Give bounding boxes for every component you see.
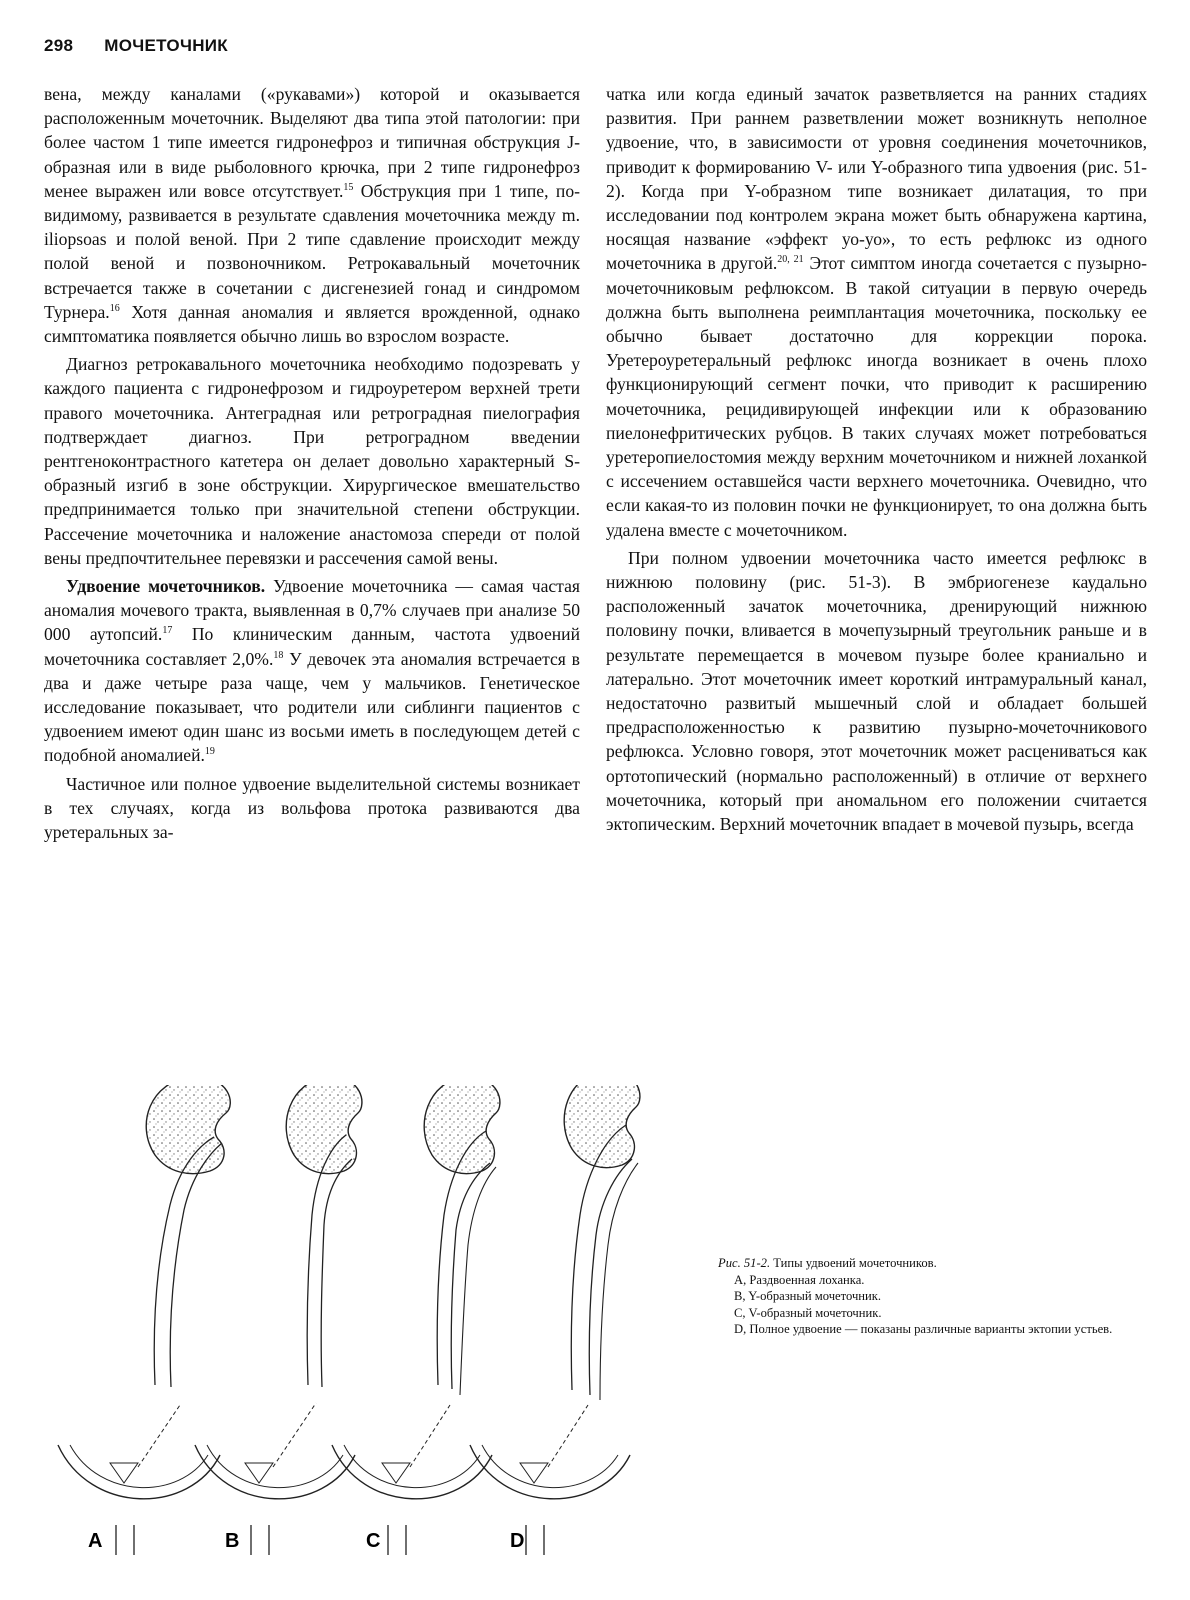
running-head bbox=[44, 36, 228, 56]
right-column bbox=[606, 82, 1147, 836]
reference-mark: 18 bbox=[273, 649, 284, 661]
text-run: Удвоение мочеточника — самая частая аномалия мочевого тракта, выявленная в 0,7% случаев при анализе 50 000 аутопсий. bbox=[44, 576, 580, 645]
reference-mark: 17 bbox=[162, 625, 173, 637]
caption-item: C, V-образный мочеточник. bbox=[734, 1305, 882, 1320]
paragraph bbox=[44, 82, 580, 348]
panel-label-d: D bbox=[510, 1530, 525, 1552]
paragraph: Диагноз ретрокавального мочеточника необходимо подозревать у каждого пациента с гидронефрозом и гидроуретером верхней трети правого мочеточника. Антеградная или ретроградная пиелография подтверждает диагноз. При ретроградном введении рентгеноконтрастного катетера он делает довольно характерный S-образный изгиб в зоне обструкции. Хирургическое вмешательство предпринимается только при значительной степени обструкции. Рассечение мочеточника и наложение анастомоза спереди от полой вены предпочтительнее перевязки и рассечения самой вены. bbox=[44, 354, 580, 568]
reference-mark: 15 bbox=[343, 181, 354, 193]
text-run: Хотя данная аномалия и является врожденной, однако симптоматика появляется обычно лишь во взрослом возрасте. bbox=[44, 301, 580, 347]
text-run: чатка или когда единый зачаток разветвляется на ранних стадиях развития. При раннем разветвлении может возникнуть неполное удвоение, что, в зависимости от уровня соединения мочеточников, приводит к формированию V- или Y-образного типа удвоения (рис. 51-2). Когда при Y-образном типе возникает дилатация, то при исследовании под контролем экрана может быть обнаружена картина, носящая название «эффект уо-уо», то есть рефлюкс из одного мочеточника в другой. bbox=[606, 84, 1147, 274]
caption-title bbox=[718, 1255, 1138, 1272]
paragraph bbox=[606, 82, 1147, 542]
paragraph: Частичное или полное удвоение выделительной системы возникает в тех случаях, когда из вольфова протока развиваются два уретеральных за- bbox=[44, 773, 580, 843]
run-in-heading: Удвоение мочеточников. bbox=[66, 576, 266, 597]
text-run: Обструкция при 1 типе, по-видимому, развивается в результате сдавления мочеточника между m. iliopsoas и полой веной. При 2 типе сдавление происходит между полой веной и позвоночником. Ретрокавальный мочеточник встречается также в сочетании с дисгенезией гонад и синдромом Турнера. bbox=[44, 180, 581, 322]
reference-mark: 19 bbox=[204, 746, 215, 758]
figure-illustration bbox=[40, 1085, 690, 1555]
panel-label-b: B bbox=[225, 1530, 240, 1552]
figure-caption bbox=[718, 1255, 1138, 1338]
text-run: вена, между каналами («рукавами») которой и оказывается расположенным мочеточник. Выделяют два типа этой патологии: при более частом 1 типе имеется гидронефроз и типичная обструкция J-образная или в виде рыболовного крючка, при 2 типе гидронефроз менее выражен или вовсе отсутствует. bbox=[44, 84, 580, 201]
caption-text: Типы удвоений мочеточников. bbox=[770, 1256, 937, 1270]
panel-label-c: C bbox=[366, 1530, 381, 1552]
left-column bbox=[44, 82, 580, 844]
caption-item: A, Раздвоенная лоханка. bbox=[734, 1272, 865, 1287]
caption-item: B, Y-образный мочеточник. bbox=[734, 1289, 882, 1303]
reference-mark: 20, 21 bbox=[777, 254, 804, 266]
text-run: Этот симптом иногда сочетается с пузырно-мочеточниковым рефлюксом. В такой ситуации в первую очередь должна быть выполнена реимплантация мочеточника, поскольку ее обычно бывает достаточно для коррекции порока. Уретероуретеральный рефлюкс иногда возникает в очень плохо функционирующий сегмент почки, что приводит к расширению мочеточника, рецидивирующей инфекции или к образованию пиелонефритических рубцов. В таких случаях может потребоваться уретеропиелостомия между верхним мочеточником и нижней лоханкой с иссечением оставшейся части верхнего мочеточника. Очевидно, что если какая-то из половин почки не функционирует, то она должна быть удалена вместе с мочеточником. bbox=[606, 253, 1148, 540]
panel-label-a: A bbox=[88, 1530, 103, 1552]
page-number: 298 bbox=[44, 36, 74, 55]
panel-c-drawing bbox=[332, 1085, 500, 1555]
panel-a-drawing bbox=[58, 1085, 230, 1555]
caption-label: Рис. 51-2. bbox=[718, 1256, 771, 1270]
figure-ureter-duplication bbox=[40, 1085, 690, 1555]
text-run: По клиническим данным, частота удвоений мочеточника составляет 2,0%. bbox=[44, 624, 580, 669]
section-title: МОЧЕТОЧНИК bbox=[104, 36, 228, 55]
reference-mark: 16 bbox=[109, 302, 120, 314]
panel-d-drawing bbox=[470, 1085, 640, 1555]
paragraph: При полном удвоении мочеточника часто имеется рефлюкс в нижнюю половину (рис. 51-3). В эмбриогенезе каудально расположенный зачаток мочеточника, дренирующий нижнюю половину почки, вливается в мочепузырный треугольник раньше и в результате перемещается в мочевом пузыре более краниально и латерально. Этот мочеточник имеет короткий интрамуральный канал, недостаточно развитый мышечный слой и обладает большей предрасположенностью к развитию пузырно-мочеточникового рефлюкса. Условно говоря, этот мочеточник может расцениваться как ортотопический (нормально расположенный) в отличие от верхнего мочеточника, который при аномальном его положении считается эктопическим. Верхний мочеточник впадает в мочевой пузырь, всегда bbox=[606, 547, 1147, 835]
text-run: У девочек эта аномалия встречается в два и даже четыре раза чаще, чем у мальчиков. Генетическое исследование показывает, что родители или сиблинги пациентов с удвоением имеют один шанс из восьми иметь в последующем детей с подобной аномалией. bbox=[44, 648, 580, 766]
caption-item: D, Полное удвоение — показаны различные варианты эктопии устьев. bbox=[734, 1322, 1113, 1336]
paragraph bbox=[44, 574, 580, 768]
